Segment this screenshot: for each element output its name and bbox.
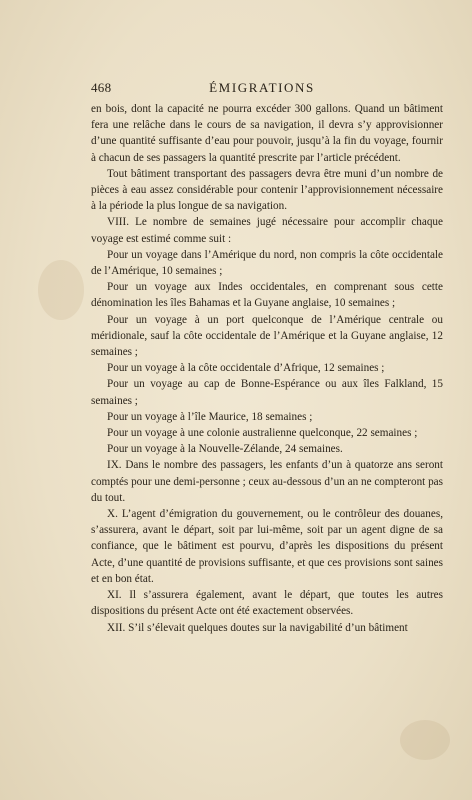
paragraph: en bois, dont la capacité ne pourra excéder 300 gallons. Quand un bâtiment fera une relâche dans le cours de sa navigation, il devra s’y approvisionner d’une quantité suffisante d’eau pour pouvoir, jusqu’à la fin du voyage, fournir à chacun de ses passagers la quantité prescrite par l’article précédent. <box>91 103 443 164</box>
paragraph: Pour un voyage à une colonie australienne quelconque, 22 semaines ; <box>107 427 418 440</box>
paragraph: VIII. Le nombre de semaines jugé nécessaire pour accomplir chaque voyage est estimé comme suit : <box>91 216 443 245</box>
paragraph: Tout bâtiment transportant des passagers devra être muni d’un nombre de pièces à eau assez considérable pour contenir l’approvisionnement nécessaire à la période la plus longue de sa navigation. <box>91 167 443 213</box>
body-text <box>91 101 443 636</box>
paragraph: Pour un voyage à la côte occidentale d’Afrique, 12 semaines ; <box>107 362 385 375</box>
paragraph: Pour un voyage dans l’Amérique du nord, non compris la côte occidentale de l’Amérique, 10 semaines ; <box>91 248 443 278</box>
paragraph: X. L’agent d’émigration du gouvernement, ou le contrôleur des douanes, s’assurera, avant le départ, soit par lui-même, soit par un agent digne de sa confiance, que le bâtiment est pourvu, d’après les dispositions du présent Acte, d’une quantité de provisions suffisante, et que ces provisions sont saines et en bon état. <box>91 508 443 585</box>
paragraph: Pour un voyage aux Indes occidentales, en comprenant sous cette dénomination les îles Bahamas et la Guyane anglaise, 10 semaines ; <box>91 281 443 310</box>
paper-stain <box>38 260 84 320</box>
running-title: ÉMIGRATIONS <box>209 80 315 95</box>
page-header <box>91 80 433 96</box>
page-number: 468 <box>91 80 112 95</box>
paragraph: XII. S’il s’élevait quelques doutes sur la navigabilité d’un bâtiment <box>107 621 408 634</box>
paragraph: Pour un voyage à l’île Maurice, 18 semaines ; <box>107 410 313 423</box>
paragraph: Pour un voyage au cap de Bonne-Espérance ou aux îles Falkland, 15 semaines ; <box>91 378 443 407</box>
paragraph: IX. Dans le nombre des passagers, les enfants d’un à quatorze ans seront comptés pour une demi-personne ; ceux au-dessous d’un an ne compteront pas du tout. <box>91 459 443 504</box>
paper-stain <box>400 720 450 760</box>
paragraph: Pour un voyage à un port quelconque de l’Amérique centrale ou méridionale, sauf la côte occidentale de l’Amérique et la Guyane anglaise, 12 semaines ; <box>91 313 443 359</box>
paragraph: XI. Il s’assurera également, avant le départ, que toutes les autres dispositions du présent Acte ont été exactement observées. <box>91 589 443 618</box>
paragraph: Pour un voyage à la Nouvelle-Zélande, 24 semaines. <box>107 443 343 456</box>
